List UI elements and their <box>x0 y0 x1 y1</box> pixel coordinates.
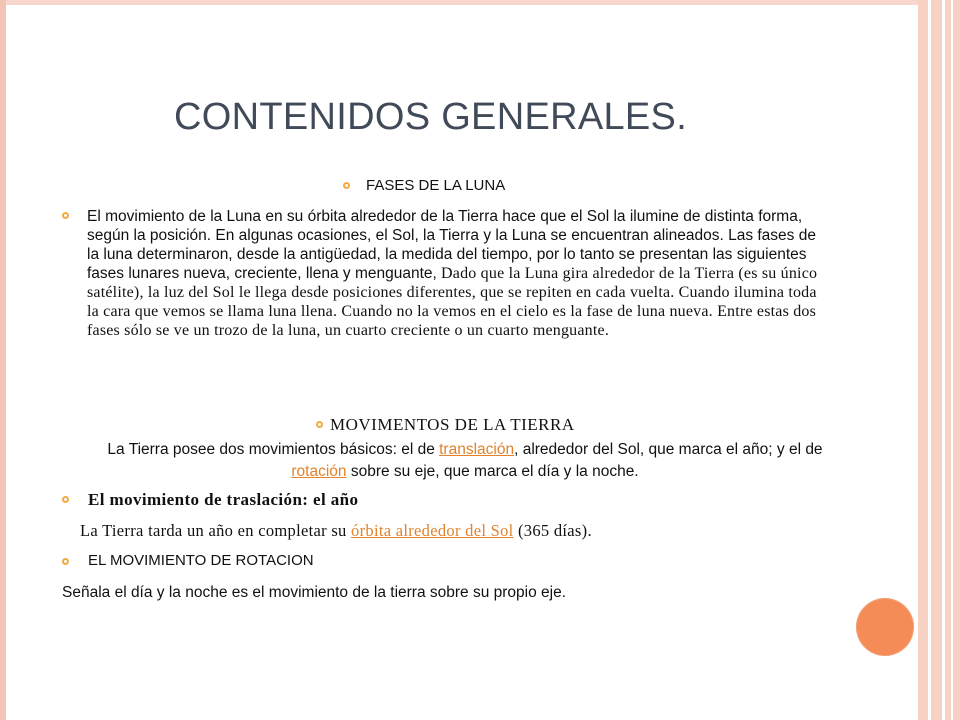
traslacion-heading: El movimiento de traslación: el año <box>88 490 359 509</box>
slide-top-border <box>0 0 960 5</box>
bullet-icon <box>62 558 69 565</box>
bullet-icon <box>62 212 69 219</box>
rotacion-link[interactable]: rotación <box>291 463 347 480</box>
border-stripe <box>942 0 945 720</box>
translacion-link[interactable]: translación <box>439 441 515 458</box>
movimientos-heading: MOVIMENTOS DE LA TIERRA <box>330 415 575 434</box>
slide-left-border <box>0 0 6 720</box>
bullet-icon <box>343 182 350 189</box>
decorative-orange-circle <box>856 598 914 656</box>
border-stripe <box>951 0 953 720</box>
orbita-link[interactable]: órbita alrededor del Sol <box>351 521 514 540</box>
slide-right-border <box>918 0 960 720</box>
bullet-icon <box>316 421 323 428</box>
traslacion-text-2: (365 días). <box>513 521 592 540</box>
movimientos-text-3: sobre su eje, que marca el día y la noche. <box>346 463 639 480</box>
fases-paragraph <box>87 207 822 340</box>
slide-title: CONTENIDOS GENERALES. <box>174 96 688 138</box>
movimientos-paragraph <box>100 439 830 483</box>
rotacion-text: Señala el día y la noche es el movimiento de la tierra sobre su propio eje. <box>62 584 567 601</box>
movimientos-text-1: La Tierra posee dos movimientos básicos: el de <box>107 441 440 458</box>
border-stripe <box>928 0 931 720</box>
rotacion-heading: EL MOVIMIENTO DE ROTACION <box>88 552 314 569</box>
fases-paragraph-serif: Dado que la Luna gira alrededor de la Tierra (es su único satélite), la luz del Sol le llega desde posiciones diferentes, que se repiten en cada vuelta. Cuando ilumina toda la cara que vemos se llama luna llena. Cuando no la vemos en el cielo es la fase de luna nueva. Entre estas dos fases sólo se ve un trozo de la luna, un cuarto creciente o un cuarto menguante. <box>87 265 818 339</box>
bullet-icon <box>62 496 69 503</box>
traslacion-text-1: La Tierra tarda un año en completar su <box>80 521 352 540</box>
fases-heading: FASES DE LA LUNA <box>366 177 506 194</box>
traslacion-text <box>80 521 592 541</box>
movimientos-text-2: , alrededor del Sol, que marca el año; y el de <box>514 441 823 458</box>
fases-paragraph-sans: El movimiento de la Luna en su órbita alrededor de la Tierra hace que el Sol la ilumine de distinta forma, según la posición. En algunas ocasiones, el Sol, la Tierra y la Luna se encuentran alineados. Las fases de la luna determinaron, desde la antigüedad, la medida del tiempo, por lo tanto se presentan las siguientes fases lunares nueva, creciente, llena y menguante, <box>87 208 816 282</box>
